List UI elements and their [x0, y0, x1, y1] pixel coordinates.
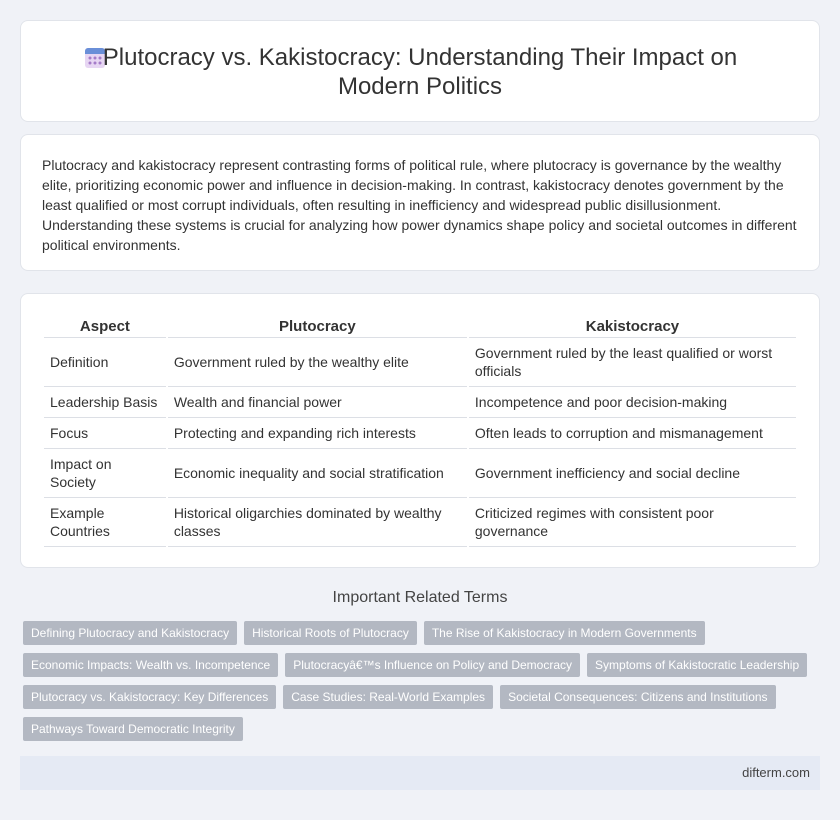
table-row	[44, 449, 796, 498]
comparison-card	[20, 293, 820, 568]
table-row	[44, 387, 796, 418]
cell-kakistocracy: Government ruled by the least qualified or worst officials	[469, 338, 796, 387]
cell-plutocracy: Protecting and expanding rich interests	[168, 418, 467, 449]
cell-aspect: Example Countries	[44, 498, 166, 547]
table-row	[44, 338, 796, 387]
table-row	[44, 498, 796, 547]
cell-plutocracy: Historical oligarchies dominated by wealthy classes	[168, 498, 467, 547]
related-term-tag[interactable]: Economic Impacts: Wealth vs. Incompetence	[23, 653, 278, 677]
title-wrap	[81, 43, 759, 101]
cell-plutocracy: Economic inequality and social stratification	[168, 449, 467, 498]
cell-kakistocracy: Criticized regimes with consistent poor governance	[469, 498, 796, 547]
cell-aspect: Leadership Basis	[44, 387, 166, 418]
comparison-table	[42, 314, 798, 547]
cell-plutocracy: Wealth and financial power	[168, 387, 467, 418]
cell-kakistocracy: Government inefficiency and social decline	[469, 449, 796, 498]
page-title: Plutocracy vs. Kakistocracy: Understanding Their Impact on Modern Politics	[102, 44, 738, 100]
related-term-tag[interactable]: Case Studies: Real-World Examples	[283, 685, 493, 709]
related-terms-title: Important Related Terms	[332, 589, 508, 606]
related-term-tag[interactable]: Defining Plutocracy and Kakistocracy	[23, 621, 237, 645]
header-aspect: Aspect	[44, 314, 166, 338]
intro-card	[20, 134, 820, 271]
related-term-tag[interactable]: Pathways Toward Democratic Integrity	[23, 717, 243, 741]
related-term-tag[interactable]: Plutocracy vs. Kakistocracy: Key Differences	[23, 685, 276, 709]
cell-plutocracy: Government ruled by the wealthy elite	[168, 338, 467, 387]
related-term-tag[interactable]: Historical Roots of Plutocracy	[244, 621, 417, 645]
related-term-tag[interactable]: Symptoms of Kakistocratic Leadership	[587, 653, 807, 677]
related-terms-list	[23, 621, 813, 741]
cell-kakistocracy: Incompetence and poor decision-making	[469, 387, 796, 418]
footer-site-link[interactable]: difterm.com	[742, 765, 810, 780]
cell-aspect: Focus	[44, 418, 166, 449]
footer	[20, 756, 820, 790]
header-plutocracy: Plutocracy	[168, 314, 467, 338]
header-kakistocracy: Kakistocracy	[469, 314, 796, 338]
related-term-tag[interactable]: The Rise of Kakistocracy in Modern Governments	[424, 621, 705, 645]
table-row	[44, 418, 796, 449]
cell-kakistocracy: Often leads to corruption and mismanagement	[469, 418, 796, 449]
cell-aspect: Impact on Society	[44, 449, 166, 498]
table-header-row	[44, 314, 796, 338]
header-card	[20, 20, 820, 122]
intro-paragraph: Plutocracy and kakistocracy represent contrasting forms of political rule, where plutocracy is governance by the wealthy elite, prioritizing economic power and influence in decision-making. In contrast, kakistocracy denotes government by the least qualified or most corrupt individuals, often resulting in inefficiency and widespread public disillusionment. Understanding these systems is crucial for analyzing how power dynamics shape policy and societal outcomes in different political environments.	[42, 157, 797, 253]
related-term-tag[interactable]: Societal Consequences: Citizens and Institutions	[500, 685, 775, 709]
related-term-tag[interactable]: Plutocracyâ€™s Influence on Policy and Democracy	[285, 653, 580, 677]
cell-aspect: Definition	[44, 338, 166, 387]
